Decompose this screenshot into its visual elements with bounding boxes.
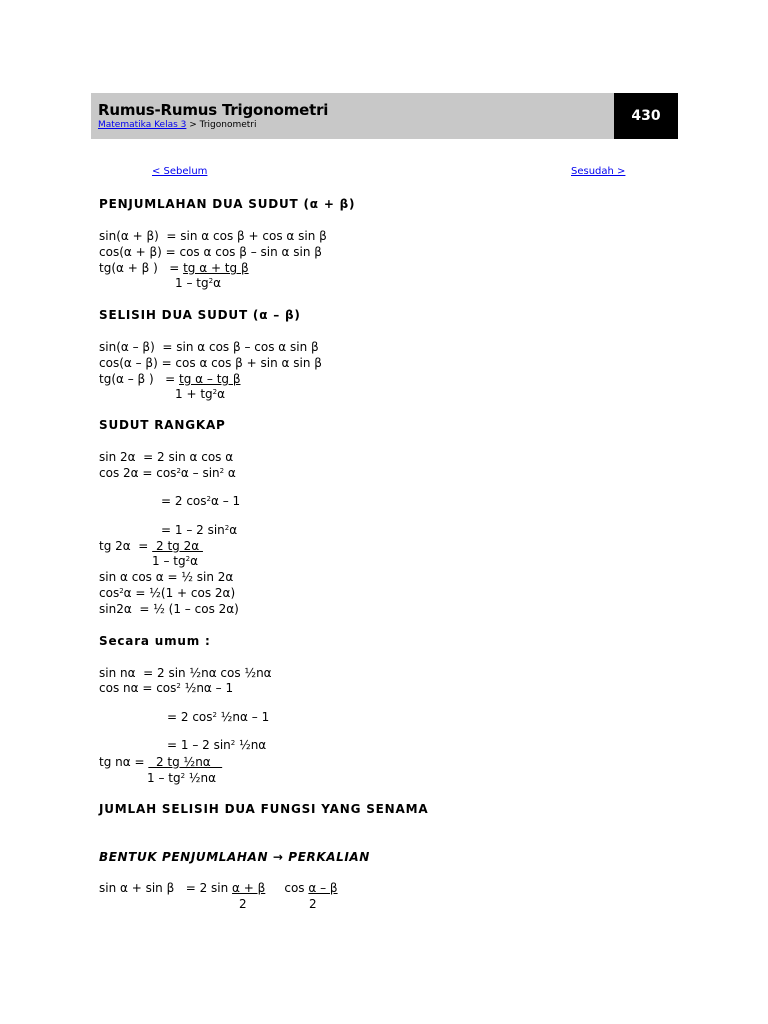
fraction-denominator-1: 2 [239,897,247,911]
formula-sin-2a: sin 2α = 2 sin α cos α [99,450,234,464]
formula-sin-sum: sin(α + β) = sin α cos β + cos α sin β [99,229,327,243]
formula-cos-2a-alt2: = 1 – 2 $\sin^2\alpha$ [161,523,238,537]
page-header [91,93,614,139]
formula-cos-2a: $\cos 2\alpha = \cos^2\alpha - \sin^2 \alpha$ [99,466,236,480]
formula-tg-2a: tg 2α = 2 tg 2α [99,539,203,553]
heading-sum-diff-functions: JUMLAH SELISIH DUA FUNGSI YANG SENAMA [99,802,429,816]
formula-cos-squared: $\cos^2\alpha$ = ½(1 + cos 2α) [99,586,236,600]
tg-sum-denominator: $1 - tg^2\alpha$ [175,276,221,290]
tg-sum-numerator: tg α + tg β [183,261,249,275]
tg-2a-denominator: $1 - tg^2\alpha$ [152,554,198,568]
heading-sum-to-product: BENTUK PENJUMLAHAN → PERKALIAN [99,850,370,864]
formula-tg-diff: tg(α – β ) = tg α – tg β [99,372,241,386]
breadcrumb [98,120,256,130]
tg-na-numerator: 2 tg ½nα [148,755,223,769]
tg-diff-denominator: $1 + tg^2\alpha$ [175,387,226,401]
formula-sin-plus-sin: sin α + sin β = 2 sin α + β cos α – β [99,881,338,895]
formula-cos-2a-alt1: = 2 $\cos^2\alpha - 1$ [161,494,241,508]
formula-sin-squared: sin2α = ½ (1 – cos 2α) [99,602,239,616]
breadcrumb-separator: > [186,120,200,130]
formula-cos-na: $\cos n\alpha = \cos^2$ ½nα – 1 [99,681,234,695]
page-title: Rumus-Rumus Trigonometri [98,101,329,119]
heading-double-angle: SUDUT RANGKAP [99,418,226,432]
tg-na-denominator: $1 - tg^2$ ½nα [147,771,217,785]
heading-diff-angles: SELISIH DUA SUDUT (α – β) [99,308,301,322]
formula-sin-na: sin nα = 2 sin ½nα cos ½nα [99,666,272,680]
formula-tg-sum: tg(α + β ) = tg α + tg β [99,261,249,275]
formula-tg-na: tg nα = 2 tg ½nα [99,755,223,769]
formula-cos-na-alt1: = 2 $\cos^2$ ½nα – 1 [167,710,270,724]
heading-sum-angles: PENJUMLAHAN DUA SUDUT (α + β) [99,197,356,211]
tg-diff-numerator: tg α – tg β [179,372,241,386]
formula-cos-diff: cos(α – β) = cos α cos β + sin α sin β [99,356,322,370]
heading-general: Secara umum : [99,634,211,648]
formula-cos-na-alt2: = 1 – 2 $\sin^2$ ½nα [167,738,267,752]
fraction-denominator-2: 2 [309,897,317,911]
breadcrumb-current: Trigonometri [199,120,257,130]
prev-link[interactable]: < Sebelum [152,166,208,177]
formula-sin-cos: sin α cos α = ½ sin 2α [99,570,234,584]
breadcrumb-link-matematika[interactable]: Matematika Kelas 3 [98,120,187,130]
formula-sin-diff: sin(α – β) = sin α cos β – cos α sin β [99,340,319,354]
tg-2a-numerator: 2 tg 2α [152,539,203,553]
formula-cos-sum: cos(α + β) = cos α cos β – sin α sin β [99,245,322,259]
page-number: 430 [614,93,678,139]
next-link[interactable]: Sesudah > [571,166,626,177]
